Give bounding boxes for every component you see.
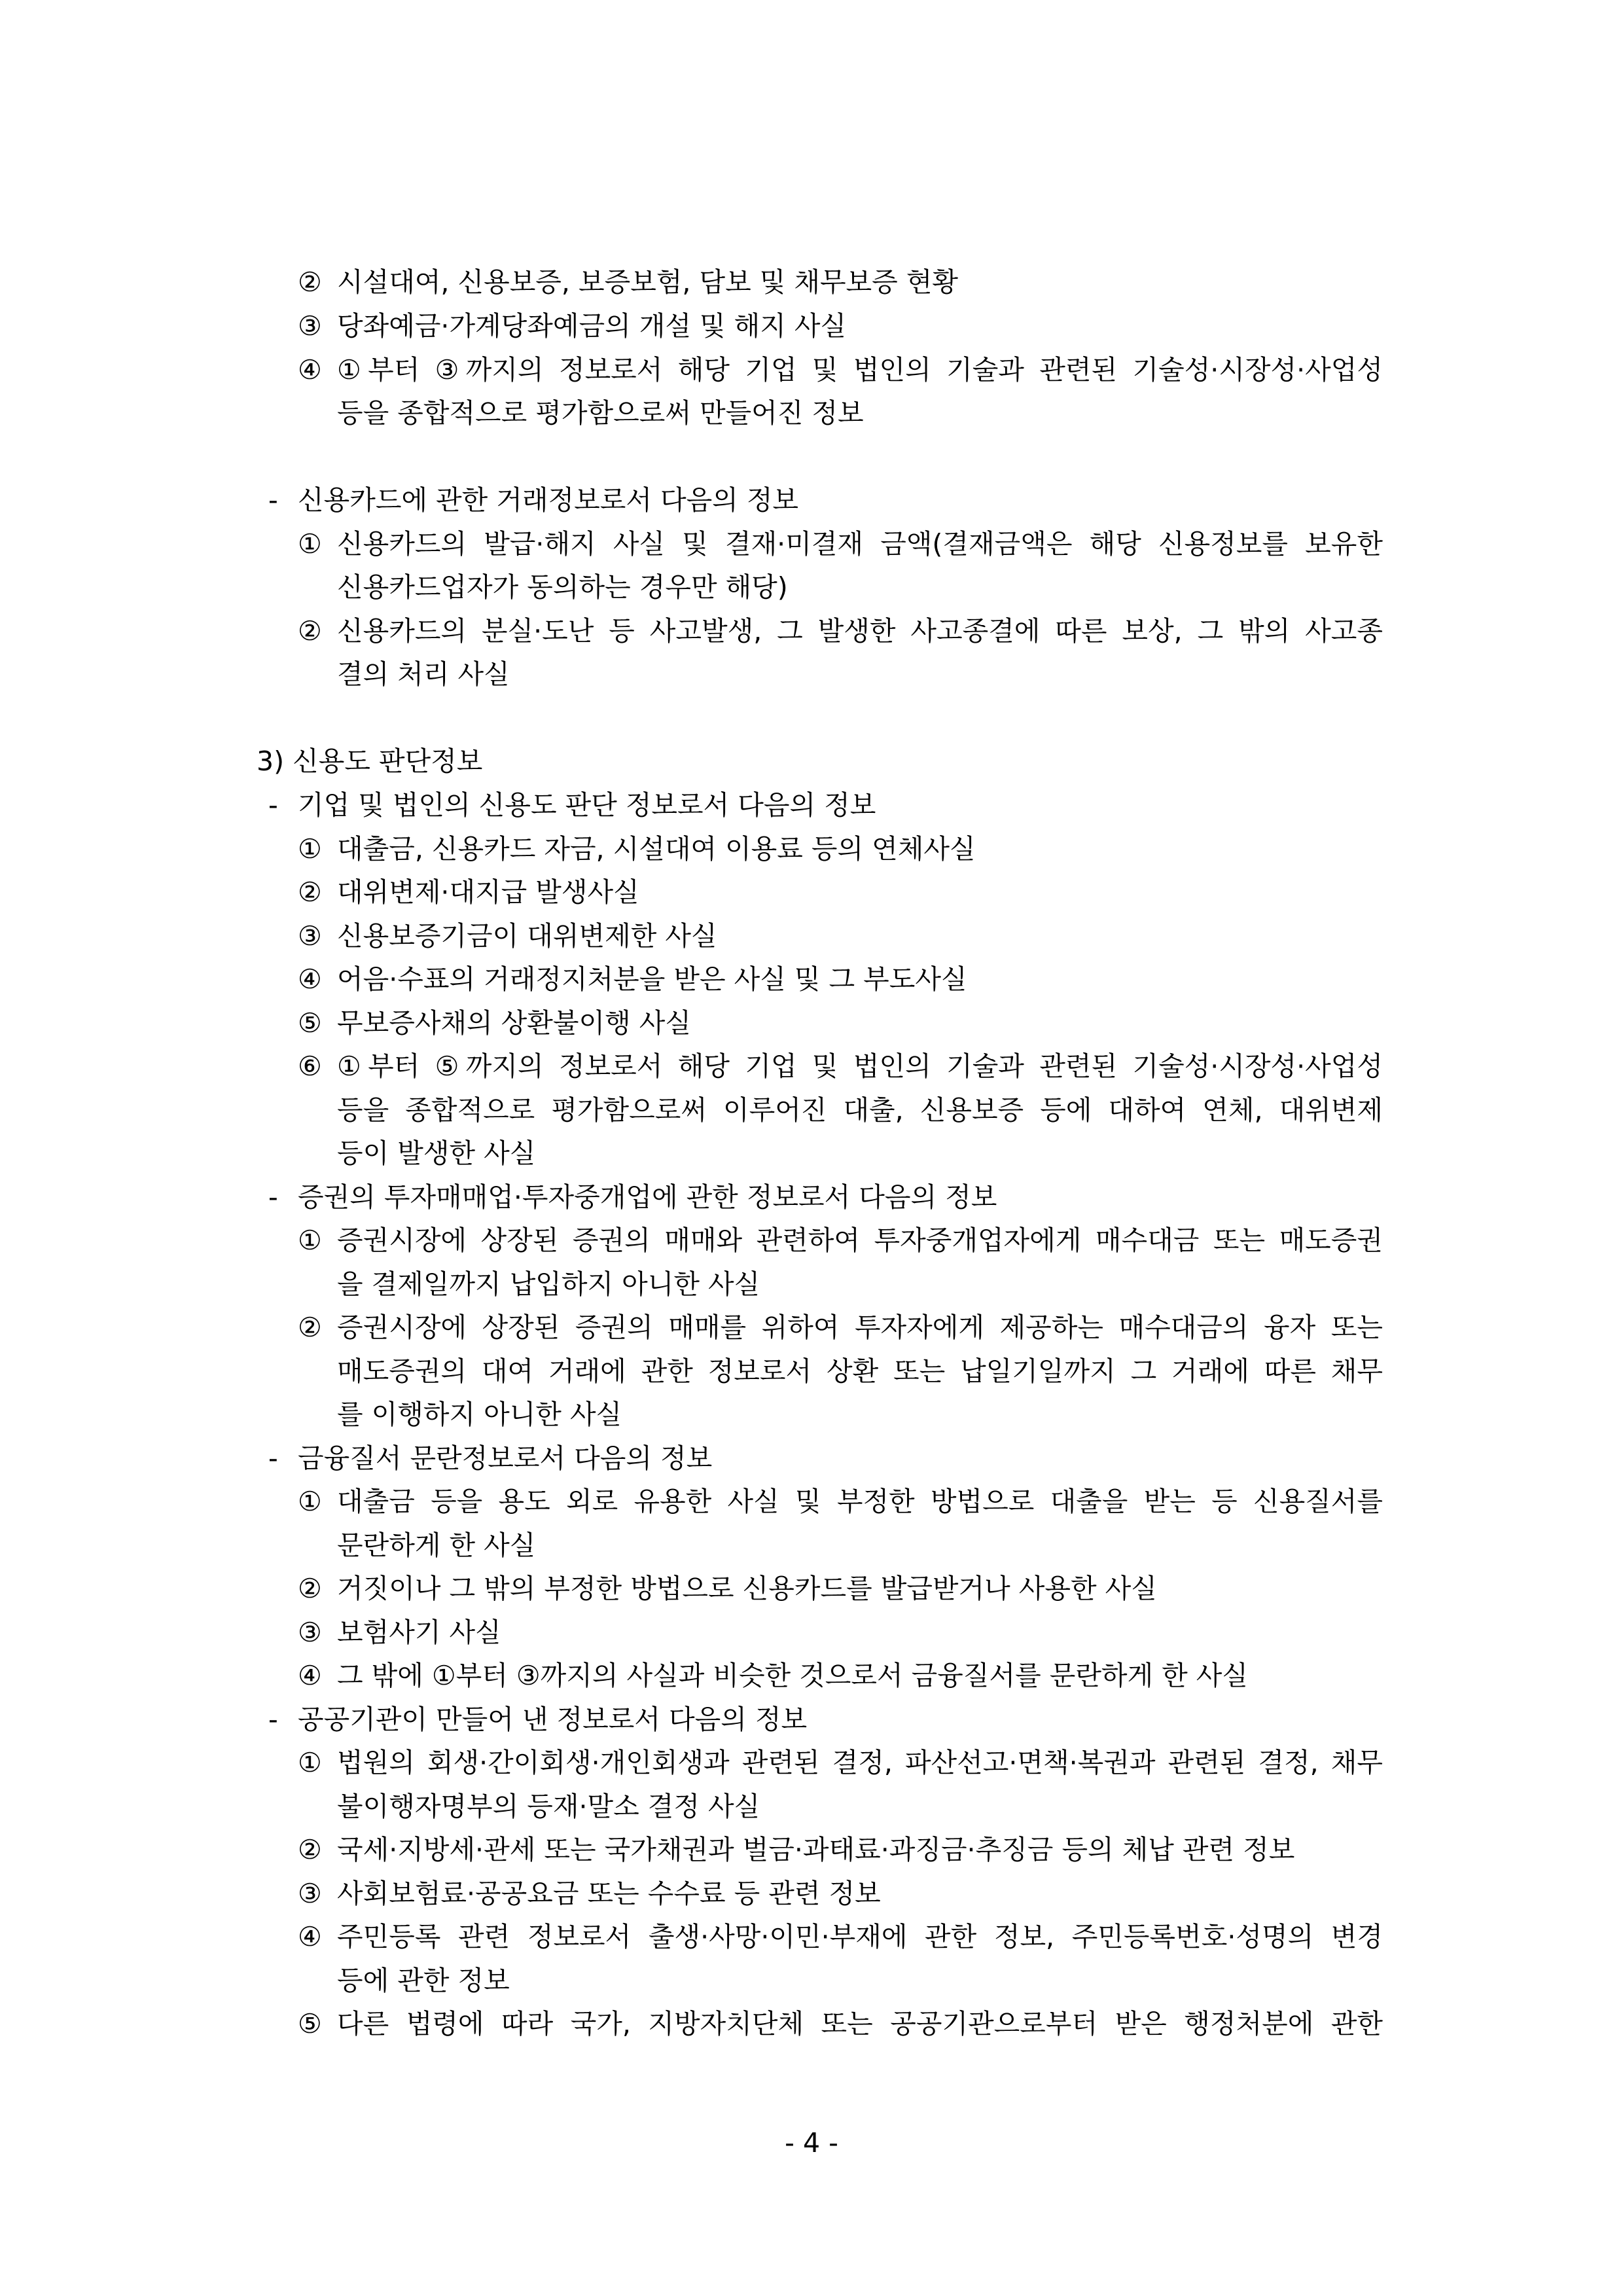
item-marker: ② [298, 615, 322, 647]
item-text-continuation: 등을 종합적으로 평가함으로써 만들어진 정보 [337, 397, 864, 429]
item-text: 주민등록 관련 정보로서 출생·사망·이민·부재에 관한 정보, 주민등록번호·성명의 변경 [337, 1921, 1383, 1952]
dash-bullet: - [268, 484, 278, 516]
item-text: 법원의 회생·간이회생·개인회생과 관련된 결정, 파산선고·면책·복권과 관련된 결정, 채무 [337, 1747, 1383, 1778]
item-text: 어음·수표의 거래정지처분을 받은 사실 및 그 부도사실 [337, 963, 967, 995]
item-text-continuation: 신용카드업자가 동의하는 경우만 해당) [337, 571, 788, 603]
dash-bullet: - [268, 789, 278, 821]
subsection-heading: 금융질서 문란정보로서 다음의 정보 [298, 1443, 713, 1474]
item-text: 증권시장에 상장된 증권의 매매와 관련하여 투자중개업자에게 매수대금 또는 매도증권 [337, 1225, 1383, 1256]
item-marker: ① [298, 1225, 322, 1256]
item-marker: ③ [298, 310, 322, 342]
item-text: 대출금, 신용카드 자금, 시설대여 이용료 등의 연체사실 [337, 833, 976, 865]
item-text-continuation: 매도증권의 대여 거래에 관한 정보로서 상환 또는 납일기일까지 그 거래에 따른 채무 [337, 1355, 1383, 1387]
item-marker: ① [298, 1747, 322, 1778]
item-text: 그 밖에 ①부터 ③까지의 사실과 비슷한 것으로서 금융질서를 문란하게 한 사실 [337, 1660, 1249, 1691]
item-text-continuation: 등에 관한 정보 [337, 1965, 510, 1996]
item-marker: ⑤ [298, 2008, 322, 2039]
item-marker: ① [298, 528, 322, 560]
item-text-continuation: 등이 발생한 사실 [337, 1138, 536, 1169]
item-text: 사회보험료·공공요금 또는 수수료 등 관련 정보 [337, 1878, 881, 1909]
item-marker: ③ [298, 920, 322, 952]
item-marker: ⑤ [298, 1007, 322, 1039]
item-marker: ④ [298, 354, 322, 386]
item-text: 거짓이나 그 밖의 부정한 방법으로 신용카드를 발급받거나 사용한 사실 [337, 1573, 1157, 1604]
item-text: 대위변제·대지급 발생사실 [337, 876, 639, 908]
subsection-heading: 증권의 투자매매업·투자중개업에 관한 정보로서 다음의 정보 [298, 1181, 997, 1213]
item-text: 대출금 등을 용도 외로 유용한 사실 및 부정한 방법으로 대출을 받는 등 신용질서를 [337, 1486, 1383, 1517]
item-text: 무보증사채의 상환불이행 사실 [337, 1007, 691, 1039]
subsection-heading: 공공기관이 만들어 낸 정보로서 다음의 정보 [298, 1704, 808, 1735]
dash-bullet: - [268, 1443, 278, 1474]
item-text-continuation: 불이행자명부의 등재·말소 결정 사실 [337, 1791, 760, 1822]
item-marker: ④ [298, 1921, 322, 1952]
item-text: 국세·지방세·관세 또는 국가채권과 벌금·과태료·과징금·추징금 등의 체납 관련 정보 [337, 1834, 1295, 1865]
item-text: 증권시장에 상장된 증권의 매매를 위하여 투자자에게 제공하는 매수대금의 융자 또는 [337, 1312, 1383, 1343]
item-text: 신용카드의 발급·해지 사실 및 결재·미결재 금액(결재금액은 해당 신용정보를 보유한 [337, 528, 1383, 560]
item-text: 당좌예금·가계당좌예금의 개설 및 해지 사실 [337, 310, 847, 342]
item-text-continuation: 결의 처리 사실 [337, 658, 510, 690]
item-marker: ② [298, 1834, 322, 1865]
item-text: 시설대여, 신용보증, 보증보험, 담보 및 채무보증 현황 [337, 266, 959, 298]
item-text: 신용카드의 분실·도난 등 사고발생, 그 발생한 사고종결에 따른 보상, 그 밖의 사고종 [337, 615, 1383, 647]
item-marker: ② [298, 1573, 322, 1604]
item-marker: ③ [298, 1617, 322, 1648]
section-heading: 3) 신용도 판단정보 [257, 745, 483, 777]
item-marker: ④ [298, 963, 322, 995]
item-text: ①부터 ⑤까지의 정보로서 해당 기업 및 법인의 기술과 관련된 기술성·시장성·사업성 [337, 1050, 1383, 1082]
item-text: 다른 법령에 따라 국가, 지방자치단체 또는 공공기관으로부터 받은 행정처분에 관한 [337, 2008, 1383, 2039]
dash-bullet: - [268, 1704, 278, 1735]
item-text-continuation: 을 결제일까지 납입하지 아니한 사실 [337, 1268, 760, 1300]
item-marker: ⑥ [298, 1050, 322, 1082]
item-marker: ② [298, 876, 322, 908]
item-marker: ② [298, 266, 322, 298]
item-text-continuation: 를 이행하지 아니한 사실 [337, 1399, 622, 1430]
item-text: ①부터 ③까지의 정보로서 해당 기업 및 법인의 기술과 관련된 기술성·시장성·사업성 [337, 354, 1383, 386]
item-text-continuation: 문란하게 한 사실 [337, 1530, 536, 1561]
item-marker: ② [298, 1312, 322, 1343]
item-text-continuation: 등을 종합적으로 평가함으로써 이루어진 대출, 신용보증 등에 대하여 연체, 대위변제 [337, 1094, 1383, 1126]
page-number: - 4 - [785, 2127, 838, 2159]
dash-bullet: - [268, 1181, 278, 1213]
subsection-heading: 기업 및 법인의 신용도 판단 정보로서 다음의 정보 [298, 789, 876, 821]
subsection-heading: 신용카드에 관한 거래정보로서 다음의 정보 [298, 484, 799, 516]
item-marker: ① [298, 833, 322, 865]
item-marker: ① [298, 1486, 322, 1517]
item-marker: ④ [298, 1660, 322, 1691]
item-text: 보험사기 사실 [337, 1617, 501, 1648]
item-text: 신용보증기금이 대위변제한 사실 [337, 920, 717, 952]
item-marker: ③ [298, 1878, 322, 1909]
